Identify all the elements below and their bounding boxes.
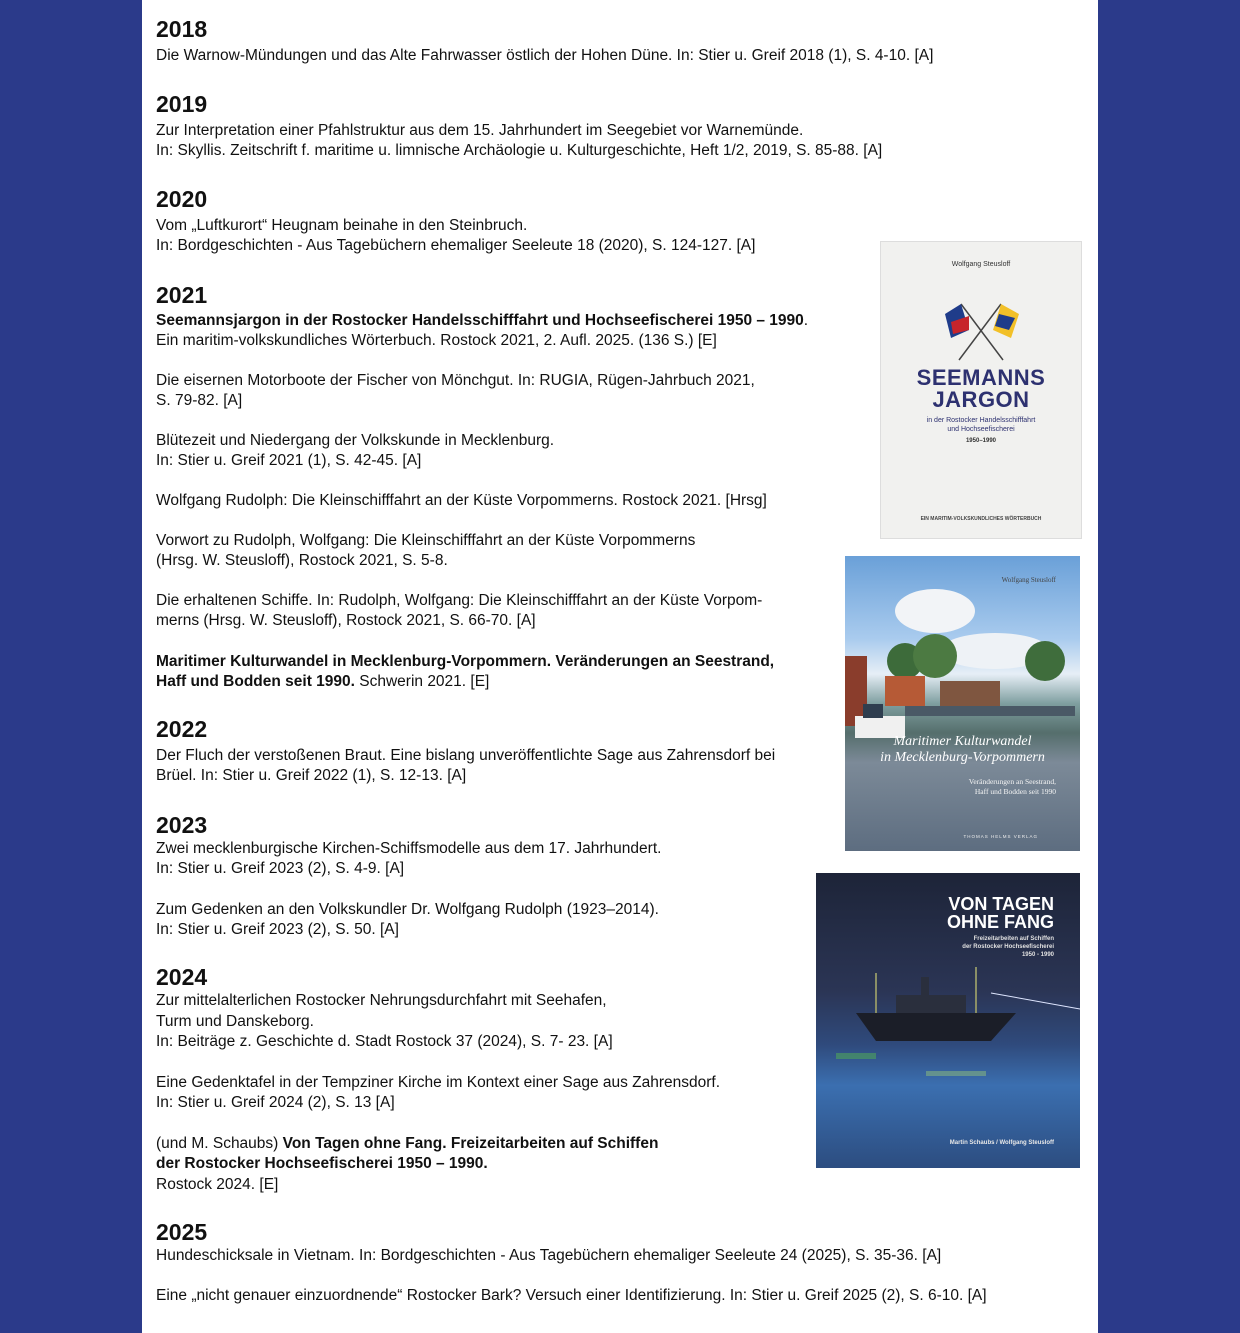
cover-title <box>845 734 1080 766</box>
entry-2024-1-line3: In: Beiträge z. Geschichte d. Stadt Rostock 37 (2024), S. 7- 23. [A] <box>156 1033 613 1050</box>
cover-title-line2: in Mecklenburg-Vorpommern <box>880 750 1045 765</box>
cover-author: Wolfgang Steusloff <box>1001 576 1056 584</box>
entry-2025-2: Eine „nicht genauer einzuordnende“ Rostocker Bark? Versuch einer Identifizierung. In: Stier u. Greif 2025 (2), S. 6-10. [A] <box>156 1287 987 1304</box>
year-heading-2020: 2020 <box>156 186 208 212</box>
entry-2022-1-line2: Brüel. In: Stier u. Greif 2022 (1), S. 12-13. [A] <box>156 767 467 784</box>
entry-2021-1-line1 <box>156 311 808 332</box>
entry-2021-7-title-a: Maritimer Kulturwandel in Mecklenburg-Vorpommern. Veränderungen an Seestrand, <box>156 653 775 670</box>
entry-2021-5-line2: (Hrsg. W. Steusloff), Rostock 2021, S. 5-8. <box>156 552 448 569</box>
entry-2024-3-coauthor: (und M. Schaubs) <box>156 1135 283 1152</box>
entry-2024-1-line1: Zur mittelalterlichen Rostocker Nehrungsdurchfahrt mit Seehafen, <box>156 992 607 1009</box>
entry-2024-3-line3: Rostock 2024. [E] <box>156 1176 279 1193</box>
year-heading-2021: 2021 <box>156 282 208 308</box>
year-heading-2019: 2019 <box>156 91 208 117</box>
entry-2024-3-line1 <box>156 1134 658 1155</box>
entry-2021-5-line1: Vorwort zu Rudolph, Wolfgang: Die Kleinschifffahrt an der Küste Vorpommerns <box>156 532 696 549</box>
entry-2021-4: Wolfgang Rudolph: Die Kleinschifffahrt an der Küste Vorpommerns. Rostock 2021. [Hrsg] <box>156 492 767 509</box>
entry-2023-2-line1: Zum Gedenken an den Volkskundler Dr. Wolfgang Rudolph (1923–2014). <box>156 901 659 918</box>
cover-years: 1950–1990 <box>965 438 997 444</box>
cover-subtitle <box>969 777 1056 797</box>
entry-2023-1-line1: Zwei mecklenburgische Kirchen-Schiffsmodelle aus dem 17. Jahrhundert. <box>156 840 662 857</box>
cover-title-line1: SEEMANNS <box>916 365 1046 390</box>
entry-2021-7-title-b: Haff und Bodden seit 1990. <box>156 673 355 690</box>
cover-author: Wolfgang Steusloff <box>951 261 1011 268</box>
entry-2025-1: Hundeschicksale in Vietnam. In: Bordgeschichten - Aus Tagebüchern ehemaliger Seeleute 24 (2025), S. 35-36. [A] <box>156 1247 942 1264</box>
trawler-painting-image <box>816 953 1080 1123</box>
entry-2024-2-line1: Eine Gedenktafel in der Tempziner Kirche im Kontext einer Sage aus Zahrensdorf. <box>156 1074 721 1091</box>
entry-2021-1-line2: Ein maritim-volkskundliches Wörterbuch. Rostock 2021, 2. Aufl. 2025. (136 S.) [E] <box>156 332 717 349</box>
entry-2020-1-line1: Vom „Luftkurort“ Heugnam beinahe in den Steinbruch. <box>156 217 528 234</box>
entry-2019-1-line1: Zur Interpretation einer Pfahlstruktur aus dem 15. Jahrhundert im Seegebiet vor Warnemünde. <box>156 122 804 139</box>
entry-2021-7-line1 <box>156 652 774 673</box>
cover-years: 1950 - 1990 <box>1021 952 1054 958</box>
entry-2024-3-line2 <box>156 1154 488 1175</box>
entry-2024-3-title-a: Von Tagen ohne Fang. Freizeitarbeiten auf Schiffen <box>282 1135 659 1152</box>
entry-2021-1-period: . <box>803 312 809 329</box>
book-cover-von-tagen-ohne-fang <box>816 873 1080 1168</box>
entry-2021-7-line2 <box>156 672 489 693</box>
cover-footer: EIN MARITIM-VOLKSKUNDLICHES WÖRTERBUCH <box>920 516 1042 522</box>
cover-subtitle-line2: Haff und Bodden seit 1990 <box>974 787 1056 796</box>
crossed-flags-icon <box>939 300 1023 364</box>
year-heading-2025: 2025 <box>156 1219 208 1245</box>
harbour-photo-image <box>845 556 1080 851</box>
entry-2021-2-line2: S. 79-82. [A] <box>156 392 243 409</box>
cover-subtitle-line1: Freizeitarbeiten auf Schiffen <box>973 936 1054 942</box>
book-cover-kulturwandel <box>845 556 1080 851</box>
entry-2018-1: Die Warnow-Mündungen und das Alte Fahrwasser östlich der Hohen Düne. In: Stier u. Greif 2018 (1), S. 4-10. [A] <box>156 47 934 64</box>
year-heading-2018: 2018 <box>156 16 208 42</box>
entry-2021-3-line2: In: Stier u. Greif 2021 (1), S. 42-45. [A] <box>156 452 422 469</box>
entry-2021-6-line1: Die erhaltenen Schiffe. In: Rudolph, Wolfgang: Die Kleinschifffahrt an der Küste Vorpom- <box>156 592 763 609</box>
book-cover-seemannsjargon <box>880 241 1082 539</box>
entry-2023-1-line2: In: Stier u. Greif 2023 (2), S. 4-9. [A] <box>156 860 405 877</box>
entry-2024-1-line2: Turm und Danskeborg. <box>156 1013 314 1030</box>
entry-2022-1-line1: Der Fluch der verstoßenen Braut. Eine bislang unveröffentlichte Sage aus Zahrensdorf bei <box>156 747 776 764</box>
entry-2020-1-line2: In: Bordgeschichten - Aus Tagebüchern ehemaliger Seeleute 18 (2020), S. 124-127. [A] <box>156 237 756 254</box>
entry-2024-3-title-b: der Rostocker Hochseefischerei 1950 – 1990. <box>156 1155 488 1172</box>
entry-2023-2-line2: In: Stier u. Greif 2023 (2), S. 50. [A] <box>156 921 399 938</box>
cover-title-line1: Maritimer Kulturwandel <box>893 734 1032 749</box>
cover-subtitle <box>881 416 1081 434</box>
cover-title-line1: VON TAGEN <box>948 894 1054 914</box>
cover-authors: Martin Schaubs / Wolfgang Steusloff <box>949 1140 1054 1146</box>
entry-2024-2-line2: In: Stier u. Greif 2024 (2), S. 13 [A] <box>156 1094 395 1111</box>
cover-subtitle-line1: Veränderungen an Seestrand, <box>968 777 1056 786</box>
cover-title-line2: OHNE FANG <box>946 912 1054 932</box>
entry-2021-3-line1: Blütezeit und Niedergang der Volkskunde in Mecklenburg. <box>156 432 555 449</box>
year-heading-2024: 2024 <box>156 964 208 990</box>
cover-title-line2: JARGON <box>932 387 1030 412</box>
cover-publisher: THOMAS HELMS VERLAG <box>963 834 1038 839</box>
entry-2021-1-title: Seemannsjargon in der Rostocker Handelsschifffahrt und Hochseefischerei 1950 – 1990 <box>156 312 804 329</box>
cover-title <box>947 895 1054 931</box>
year-heading-2022: 2022 <box>156 716 208 742</box>
entry-2021-7-tail: Schwerin 2021. [E] <box>354 673 490 690</box>
entry-2019-1-line2: In: Skyllis. Zeitschrift f. maritime u. limnische Archäologie u. Kulturgeschichte, Heft 1/2, 2019, S. 85-88. [A] <box>156 142 883 159</box>
cover-title <box>881 367 1081 411</box>
entry-2021-2-line1: Die eisernen Motorboote der Fischer von Mönchgut. In: RUGIA, Rügen-Jahrbuch 2021, <box>156 372 755 389</box>
cover-subtitle-line2: der Rostocker Hochseefischerei <box>962 944 1054 950</box>
cover-subtitle-line1: in der Rostocker Handelsschifffahrt <box>926 417 1036 424</box>
year-heading-2023: 2023 <box>156 812 208 838</box>
cover-subtitle-line2: und Hochseefischerei <box>947 426 1015 433</box>
publication-list-page <box>142 0 1098 1333</box>
entry-2021-6-line2: merns (Hrsg. W. Steusloff), Rostock 2021, S. 66-70. [A] <box>156 612 536 629</box>
